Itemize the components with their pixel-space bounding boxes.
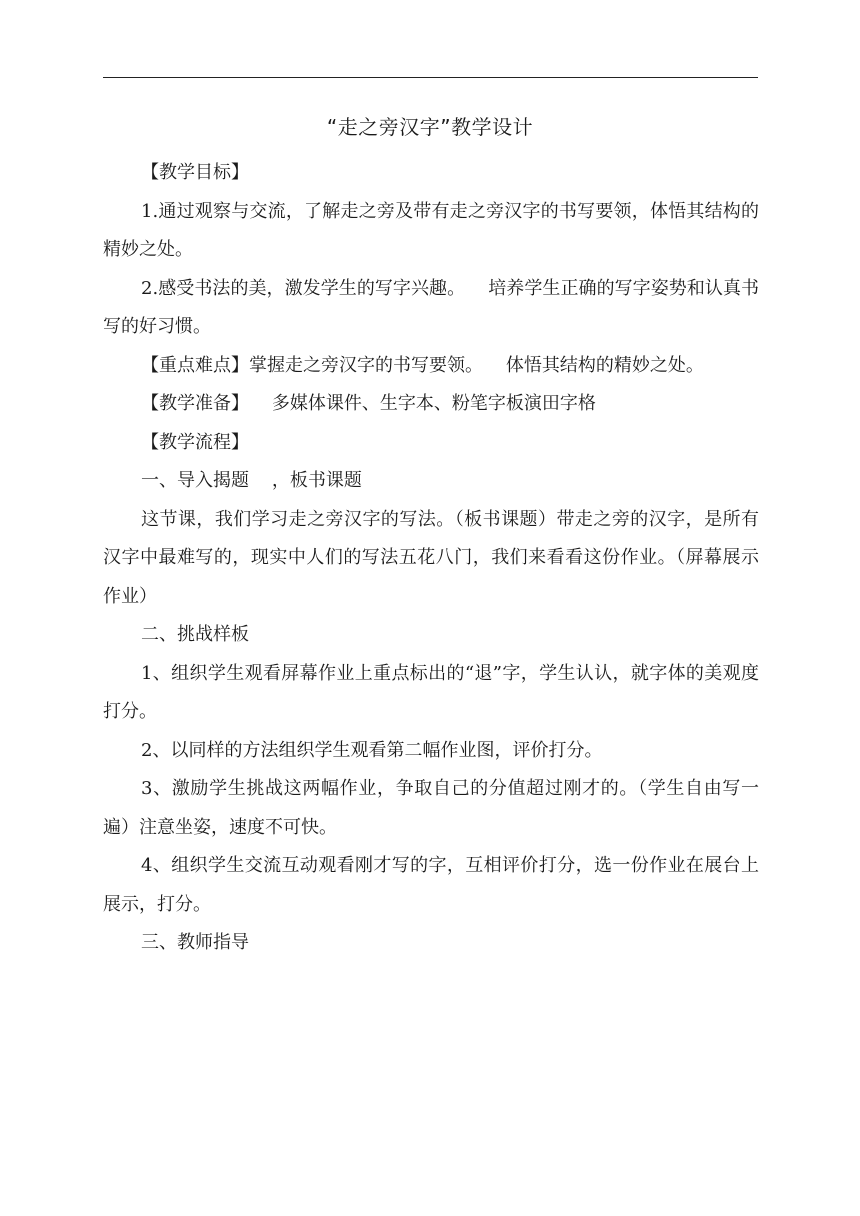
step-2-item-1: 1、组织学生观看屏幕作业上重点标出的“退”字，学生认认，就字体的美观度打分。 — [103, 662, 759, 722]
step-1-text: 这节课，我们学习走之旁汉字的写法。（板书课题）带走之旁的汉字，是所有汉字中最难写的，现实中人们的写法五花八门，我们来看看这份作业。（屏幕展示作业） — [103, 508, 759, 607]
step-2-item-4: 4、组织学生交流互动观看刚才写的字，互相评价打分，选一份作业在展台上展示，打分。 — [103, 855, 759, 915]
header-rule — [103, 77, 758, 78]
step-2-item-3: 3、激励学生挑战这两幅作业，争取自己的分值超过刚才的。（学生自由写一遍）注意坐姿，速度不可快。 — [103, 778, 759, 838]
process-heading: 【教学流程】 — [141, 431, 249, 453]
step-2-heading: 二、挑战样板 — [141, 624, 249, 645]
key-points: 【重点难点】掌握走之旁汉字的书写要领。 体悟其结构的精妙之处。 — [141, 354, 704, 376]
step-2-item-2: 2、以同样的方法组织学生观看第二幅作业图，评价打分。 — [141, 739, 603, 761]
step-3-heading: 三、教师指导 — [141, 932, 249, 953]
objective-1: 1.通过观察与交流，了解走之旁及带有走之旁汉字的书写要领，体悟其结构的精妙之处。 — [103, 200, 759, 260]
document-title: “走之旁汉字”教学设计 — [326, 115, 534, 139]
step-1-heading: 一、导入揭题 ，板书课题 — [141, 470, 362, 491]
preparation: 【教学准备】 多媒体课件、生字本、粉笔字板演田字格 — [141, 393, 596, 414]
objective-2: 2.感受书法的美，激发学生的写字兴趣。 培养学生正确的写字姿势和认真书写的好习惯。 — [103, 277, 759, 337]
document-body — [103, 154, 759, 963]
objectives-heading: 【教学目标】 — [141, 162, 249, 183]
